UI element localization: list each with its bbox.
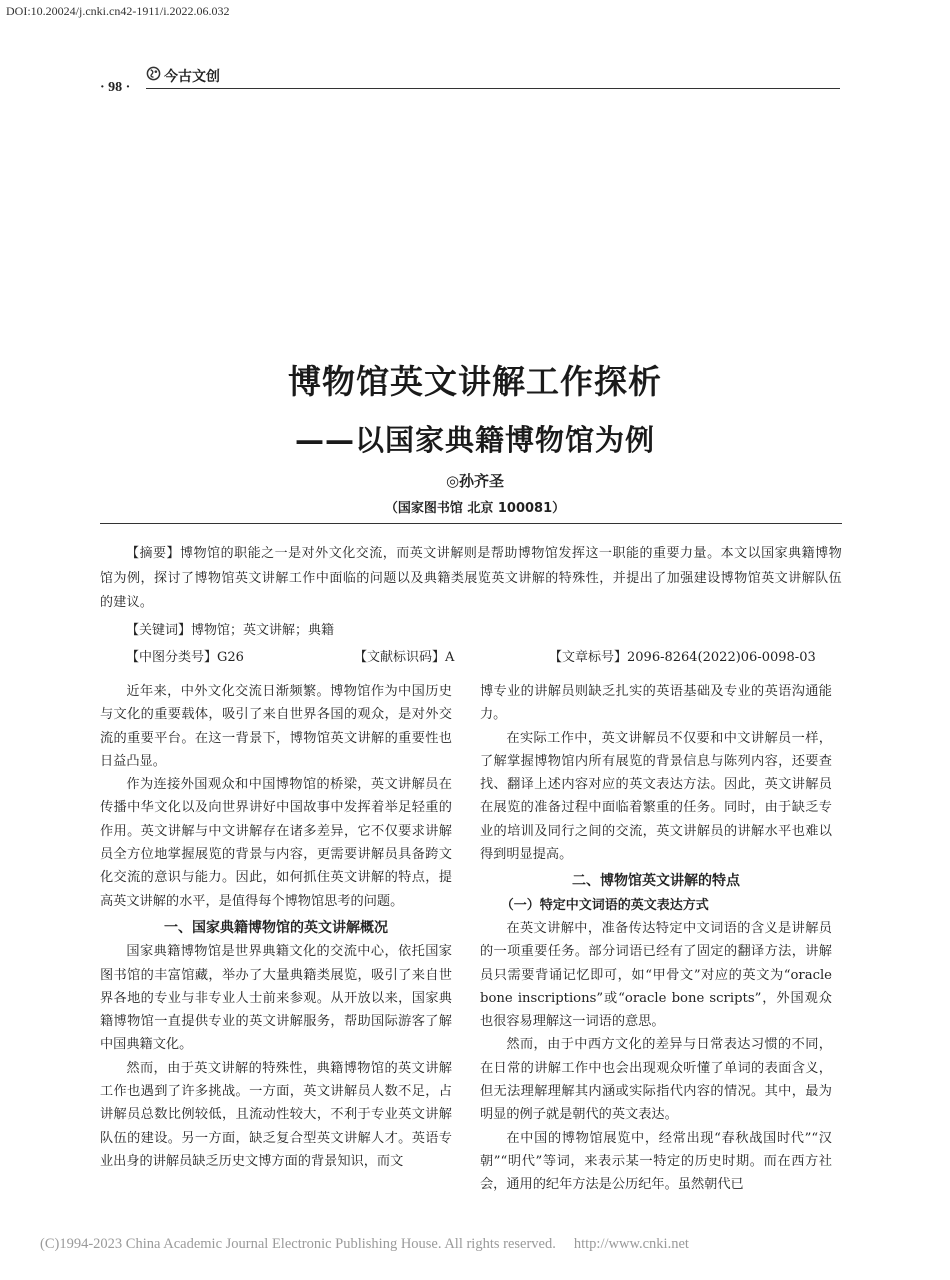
abstract: 【摘要】博物馆的职能之一是对外文化交流，而英文讲解则是帮助博物馆发挥这一职能的重要力量。本文以国家典籍博物馆为例，探讨了博物馆英文讲解工作中面临的问题以及典籍类展览英文讲解的特殊性，并提出了加强建设博物馆英文讲解队伍的建议。 <box>100 546 842 610</box>
paragraph: 博专业的讲解员则缺乏扎实的英语基础及专业的英语沟通能力。 <box>480 684 832 723</box>
right-column <box>480 680 832 1197</box>
copyright-notice: (C)1994-2023 China Academic Journal Electronic Publishing House. All rights reserved. <box>40 1236 556 1252</box>
footer-url[interactable]: http://www.cnki.net <box>573 1236 689 1252</box>
paragraph: 在实际工作中，英文讲解员不仅要和中文讲解员一样，了解掌握博物馆内所有展览的背景信息与陈列内容，还要查找、翻译上述内容对应的英文表达方法。因此，英文讲解员在展览的准备过程中面临着繁重的任务。同时，由于缺乏专业的培训及同行之间的交流，英文讲解员的讲解水平也难以得到明显提高。 <box>480 730 832 863</box>
clc-number: 【中图分类号】G26 <box>126 650 244 665</box>
article-title: 博物馆英文讲解工作探析 <box>288 362 662 401</box>
article-subtitle: ——以国家典籍博物馆为例 <box>294 423 655 457</box>
left-column <box>100 680 452 1173</box>
section-heading: 一、国家典籍博物馆的英文讲解概况 <box>164 919 388 936</box>
paragraph: 近年来，中外文化交流日渐频繁。博物馆作为中国历史与文化的重要载体，吸引了来自世界各国的观众，是对外交流的重要平台。在这一背景下，博物馆英文讲解的重要性也日益凸显。 <box>100 684 452 769</box>
article-number: 【文章标号】2096-8264(2022)06-0098-03 <box>549 650 816 665</box>
footer <box>40 1236 689 1253</box>
keywords: 【关键词】博物馆；英文讲解；典籍 <box>126 623 335 638</box>
journal-name: 今古文创 <box>164 69 220 85</box>
paragraph: 在英文讲解中，准备传达特定中文词语的含义是讲解员的一项重要任务。部分词语已经有了固定的翻译方法，讲解员只需要背诵记忆即可，如“甲骨文”对应的英文为“oracle bone inscriptions”或“oracle bone scripts”，外国观众也很容易理解这一词语的意思。 <box>480 920 832 1030</box>
paragraph: 然而，由于中西方文化的差异与日常表达习惯的不同，在日常的讲解工作中也会出现观众听懂了单词的表面含义，但无法理解理解其内涵或实际指代内容的情况。其中，最为明显的例子就是朝代的英文表达。 <box>480 1037 832 1123</box>
author: ◎孙齐圣 <box>445 472 505 490</box>
affiliation: （国家图书馆 北京 100081） <box>384 501 566 516</box>
header-rule <box>146 88 840 89</box>
section-heading: 二、博物馆英文讲解的特点 <box>572 873 740 890</box>
document-code: 【文献标识码】A <box>354 650 455 665</box>
subsection-heading: （一）特定中文词语的英文表达方式 <box>500 897 709 913</box>
journal-logo-icon <box>146 66 161 81</box>
affiliation-rule <box>100 523 842 524</box>
doi: DOI:10.20024/j.cnki.cn42-1911/i.2022.06.032 <box>6 4 230 18</box>
paragraph: 作为连接外国观众和中国博物馆的桥梁，英文讲解员在传播中华文化以及向世界讲好中国故事中发挥着举足轻重的作用。英文讲解与中文讲解存在诸多差异，它不仅要求讲解员全方位地掌握展览的背景与内容，更需要讲解员具备跨文化交流的意识与能力。因此，如何抓住英文讲解的特点，提高英文讲解的水平，是值得每个博物馆思考的问题。 <box>100 777 452 909</box>
paragraph: 国家典籍博物馆是世界典籍文化的交流中心，依托国家图书馆的丰富馆藏，举办了大量典籍类展览，吸引了来自世界各地的专业与非专业人士前来参观。从开放以来，国家典籍博物馆一直提供专业的英文讲解服务，帮助国际游客了解中国典籍文化。 <box>100 944 452 1053</box>
paragraph: 在中国的博物馆展览中，经常出现“春秋战国时代”“汉朝”“明代”等词，来表示某一特定的历史时期。而在西方社会，通用的纪年方法是公历纪年。虽然朝代已 <box>480 1130 832 1193</box>
paragraph: 然而，由于英文讲解的特殊性，典籍博物馆的英文讲解工作也遇到了许多挑战。一方面，英文讲解员人数不足，占讲解员总数比例较低，且流动性较大，不利于专业英文讲解队伍的建设。另一方面，缺乏复合型英文讲解人才。英语专业出身的讲解员缺乏历史文博方面的背景知识，而文 <box>100 1060 452 1169</box>
page-number: · 98 · <box>100 80 131 95</box>
